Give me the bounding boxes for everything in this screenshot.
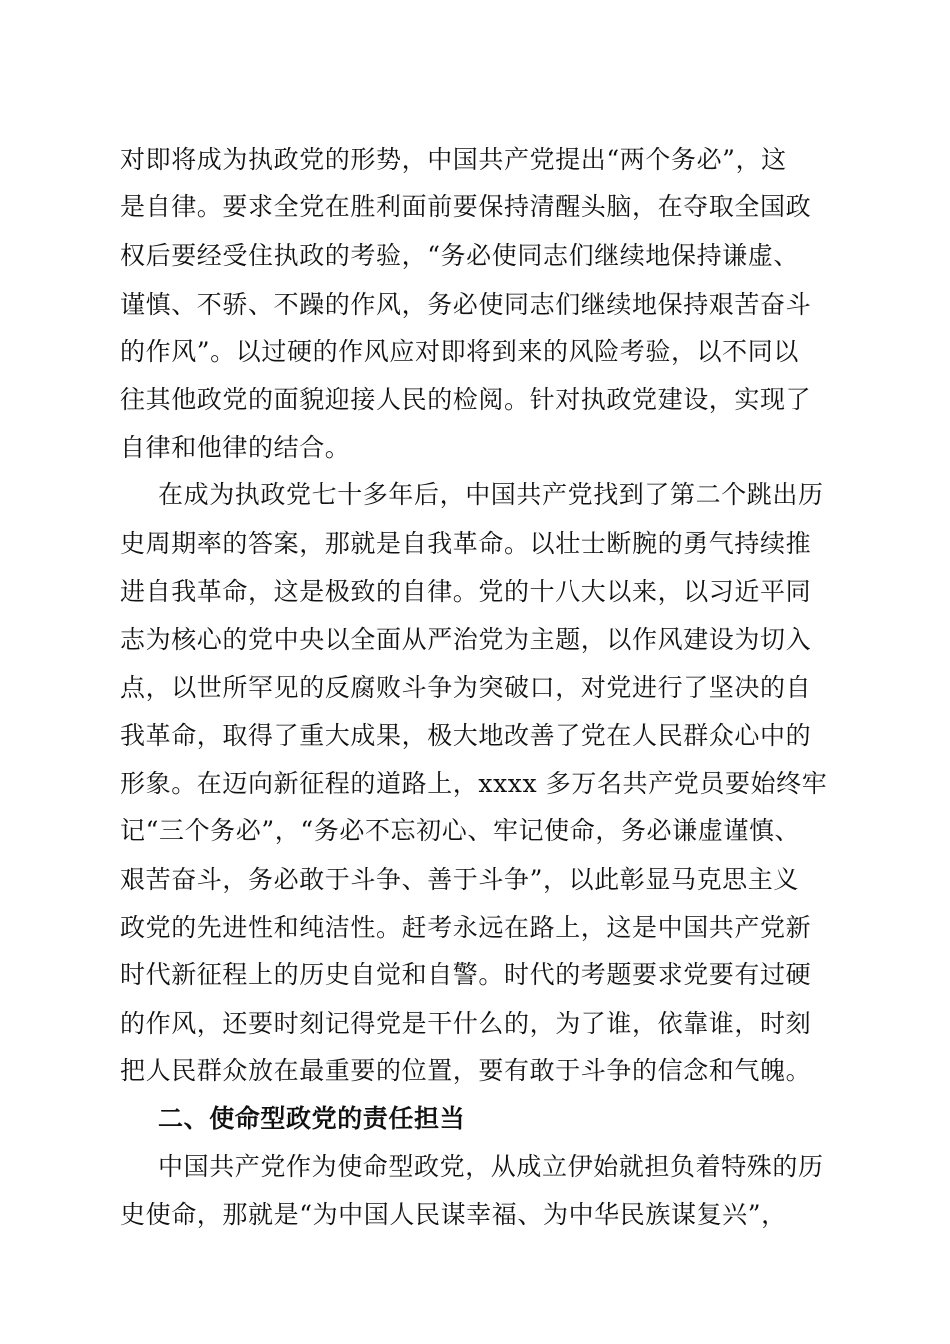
text-line: 把人民群众放在最重要的位置，要有敢于斗争的信念和气魄。: [120, 1056, 812, 1085]
text-line: 往其他政党的面貌迎接人民的检阅。针对执政党建设，实现了: [120, 385, 812, 414]
text-line: 点，以世所罕见的反腐败斗争为突破口，对党进行了坚决的自: [120, 673, 812, 702]
text-line: 在成为执政党七十多年后，中国共产党找到了第二个跳出历: [158, 480, 824, 509]
text-line: 史周期率的答案，那就是自我革命。以壮士断腕的勇气持续推: [120, 529, 812, 558]
text-line: 自律和他律的结合。: [120, 433, 351, 462]
section-heading: 二、使命型政党的责任担当: [158, 1104, 466, 1133]
text-line: 记“三个务必”，“务必不忘初心、牢记使命，务必谦虚谨慎、: [120, 816, 801, 845]
text-line: 进自我革命，这是极致的自律。党的十八大以来，以习近平同: [120, 577, 812, 606]
text-line: 的作风，还要时刻记得党是干什么的，为了谁，依靠谁，时刻: [120, 1009, 812, 1038]
text-line: 我革命，取得了重大成果，极大地改善了党在人民群众心中的: [120, 721, 812, 750]
text-line: 形象。在迈向新征程的道路上，xxxx 多万名共产党员要始终牢: [120, 769, 828, 798]
text-line: 时代新征程上的历史自觉和自警。时代的考题要求党要有过硬: [120, 960, 812, 989]
text-line: 对即将成为执政党的形势，中国共产党提出“两个务必”，这: [120, 145, 787, 174]
text-line: 是自律。要求全党在胜利面前要保持清醒头脑，在夺取全国政: [120, 192, 812, 221]
text-line: 艰苦奋斗，务必敢于斗争、善于斗争”，以此彰显马克思主义: [120, 865, 799, 894]
text-line: 史使命，那就是“为中国人民谋幸福、为中华民族谋复兴”，: [120, 1200, 787, 1229]
text-line: 中国共产党作为使命型政党，从成立伊始就担负着特殊的历: [158, 1152, 824, 1181]
text-line: 的作风”。以过硬的作风应对即将到来的风险考验，以不同以: [120, 337, 799, 366]
text-line: 谨慎、不骄、不躁的作风，务必使同志们继续地保持艰苦奋斗: [120, 290, 812, 319]
text-line: 政党的先进性和纯洁性。赶考永远在路上，这是中国共产党新: [120, 913, 812, 942]
text-line: 志为核心的党中央以全面从严治党为主题，以作风建设为切入: [120, 625, 812, 654]
text-line: 权后要经受住执政的考验，“务必使同志们继续地保持谦虚、: [120, 241, 799, 270]
